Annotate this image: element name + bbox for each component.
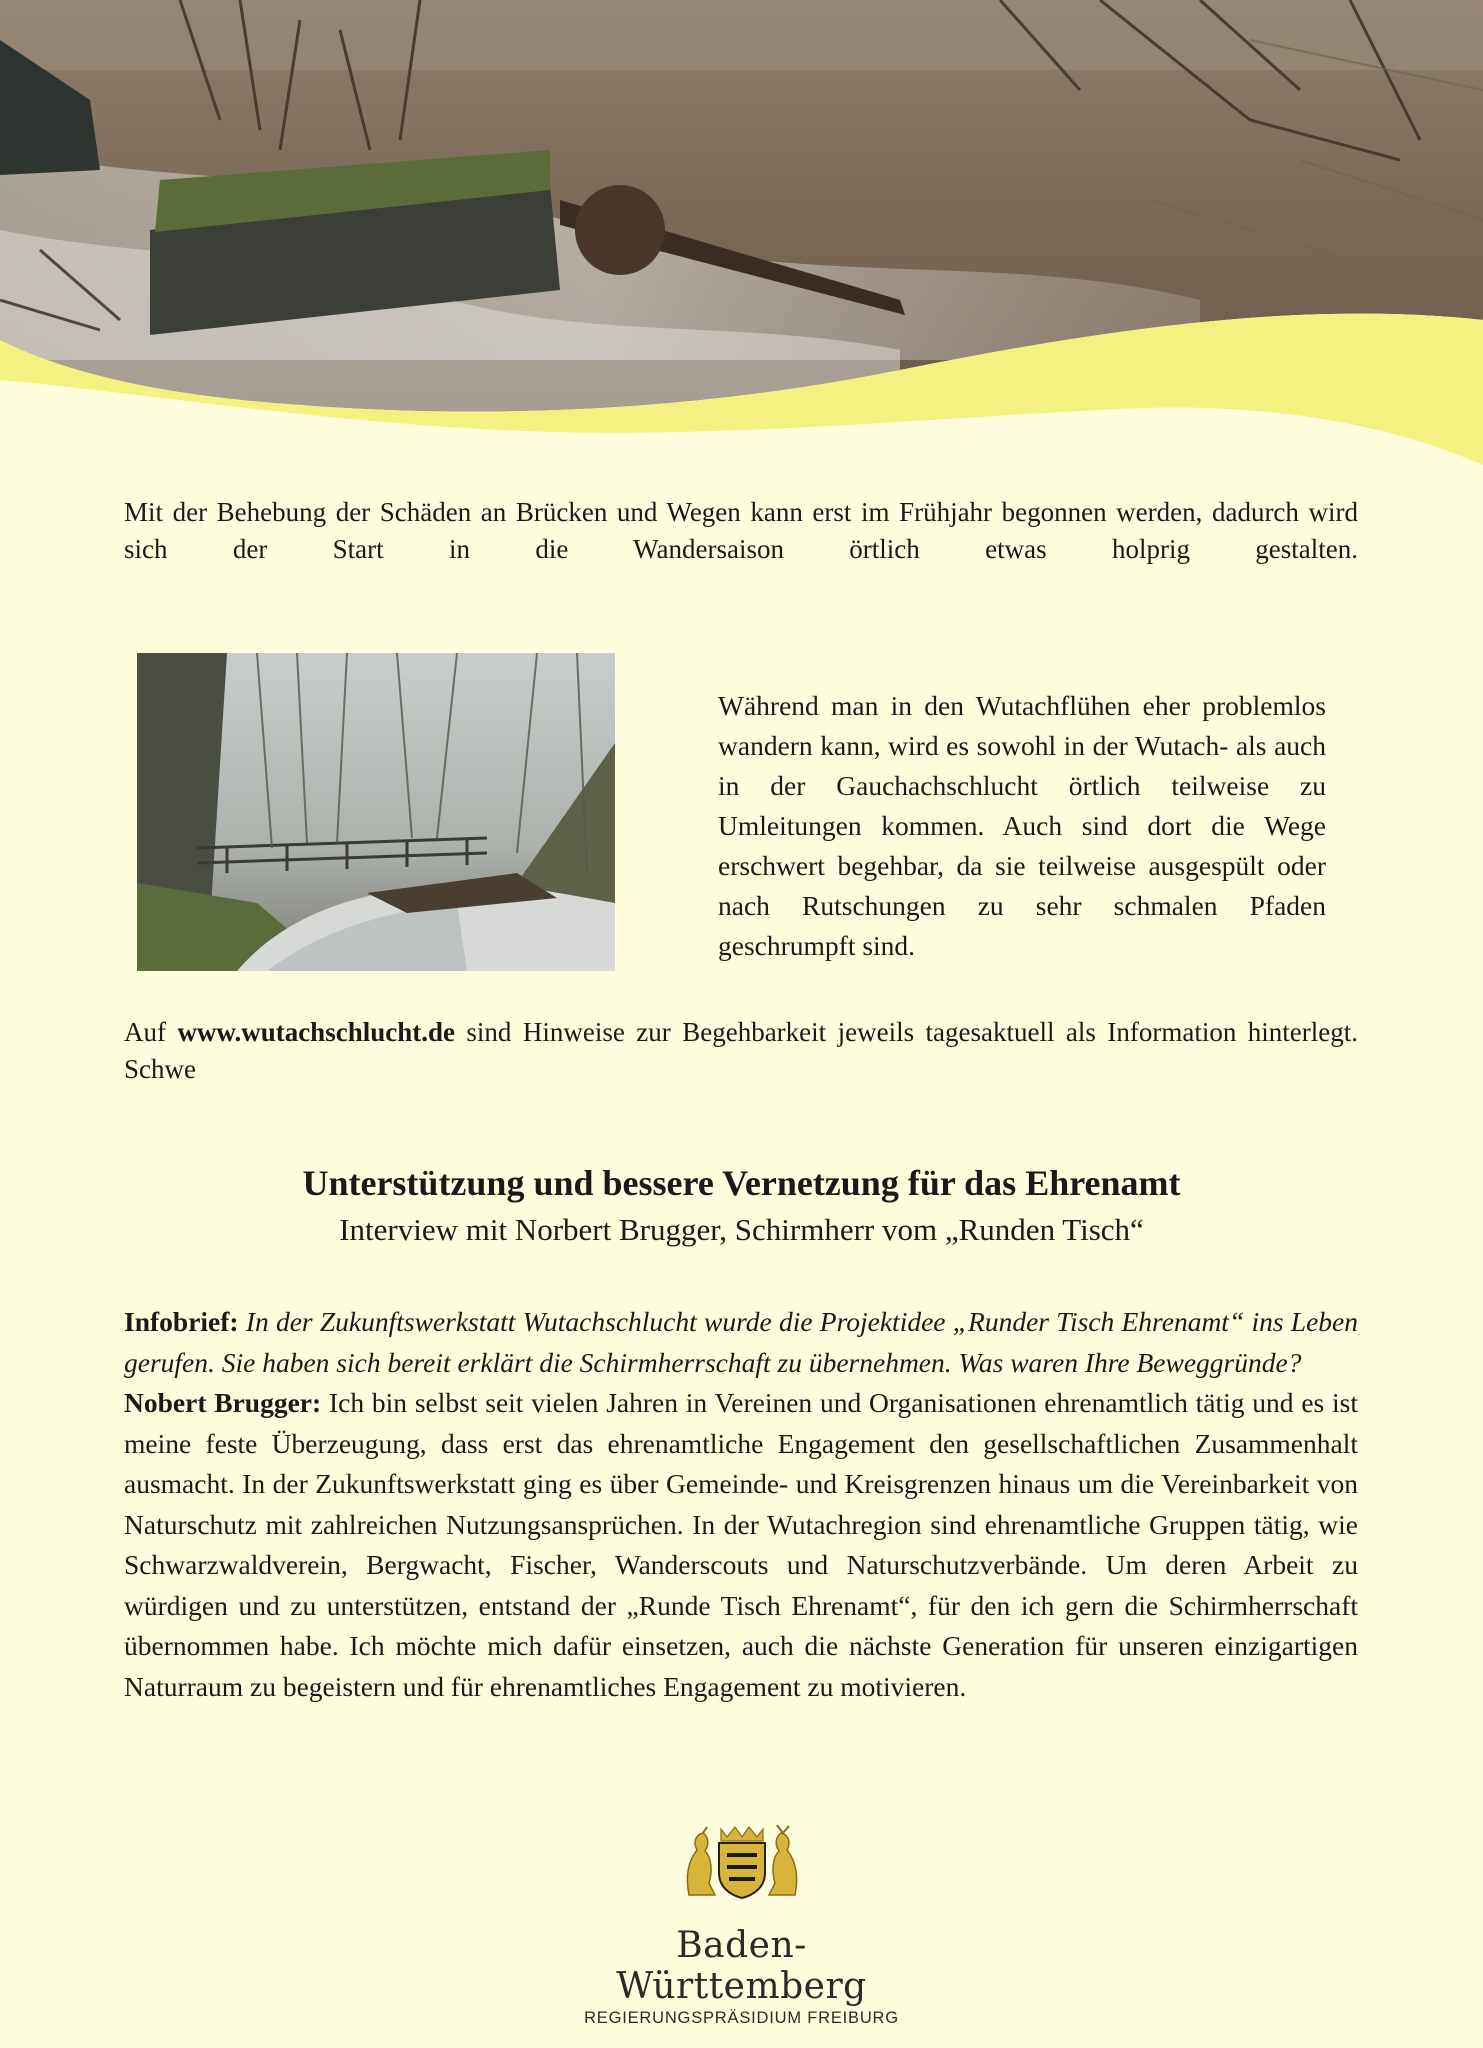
- article-subheading: Interview mit Norbert Brugger, Schirmherr vom „Runden Tisch“: [339, 1212, 1144, 1247]
- answer-block: [124, 1383, 1358, 1707]
- website-note-suffix: sind Hinweise zur Begehbarkeit jeweils tagesaktuell als Information hinterlegt. Schwe: [124, 1017, 1358, 1084]
- intro-paragraph: Mit der Behebung der Schäden an Brücken und Wegen kann erst im Frühjahr begonnen werden, dadurch wird sich der Start in die Wandersaison örtlich etwas holprig gestalten.: [124, 497, 1358, 564]
- website-note: [124, 1014, 1358, 1125]
- logo-subtitle: REGIERUNGSPRÄSIDIUM FREIBURG: [584, 2009, 899, 2027]
- logo-name: Baden-Württemberg: [616, 1925, 867, 2007]
- website-note-prefix: Auf: [124, 1017, 178, 1047]
- coat-of-arms-icon: [679, 1825, 805, 1899]
- baden-wuerttemberg-logo: [575, 1825, 908, 2028]
- website-link[interactable]: www.wutachschlucht.de: [177, 1017, 455, 1047]
- answer-label: Nobert Brugger:: [124, 1387, 322, 1418]
- answer-text: Ich bin selbst seit vielen Jahren in Vereinen und Organisationen ehrenamtlich tätig und es ist meine feste Überzeugung, dass erst das ehrenamtliche Engagement den gesellschaftlichen Zusammenhalt ausmacht. In der Zukunftswerkstatt ging es über Gemeinde- und Kreisgrenzen hinaus um die Vereinbarkeit von Naturschutz mit zahlreichen Nutzungsansprüchen. In der Wutachregion sind ehrenamtliche Gruppen tätig, wie Schwarzwaldverein, Bergwacht, Fischer, Wanderscouts und Naturschutzverbände. Um deren Arbeit zu würdigen und zu unterstützen, entstand der „Runde Tisch Ehrenamt“, für den ich gern die Schirmherrschaft übernommen habe. Ich möchte mich dafür einsetzen, auch die nächste Generation für unseren einzigartigen Naturraum zu begeistern und für ehrenamtliches Engagement zu motivieren.: [124, 1387, 1359, 1702]
- article-heading: Unterstützung und bessere Vernetzung für das Ehrenamt: [302, 1163, 1181, 1203]
- trails-paragraph: Während man in den Wutachflühen eher problemlos wandern kann, wird es sowohl in der Wutach- als auch in der Gauchachschlucht örtlich teilweise zu Umleitungen kommen. Auch sind dort die Wege erschwert begehbar, da sie teilweise ausgespült oder nach Rutschungen zu sehr schmalen Pfaden geschrumpft sind.: [718, 690, 1326, 961]
- flood-hero-image: [0, 0, 1483, 470]
- bridge-photo: [137, 653, 615, 971]
- question-text: In der Zukunftswerkstatt Wutachschlucht wurde die Projektidee „Runder Tisch Ehrenamt“ ins Leben gerufen. Sie haben sich bereit erklärt die Schirmherrschaft zu übernehmen. Was waren Ihre Beweggründe?: [124, 1306, 1358, 1378]
- question-block: [124, 1302, 1358, 1383]
- question-label: Infobrief:: [124, 1306, 239, 1337]
- interview-text: [124, 1302, 1358, 1707]
